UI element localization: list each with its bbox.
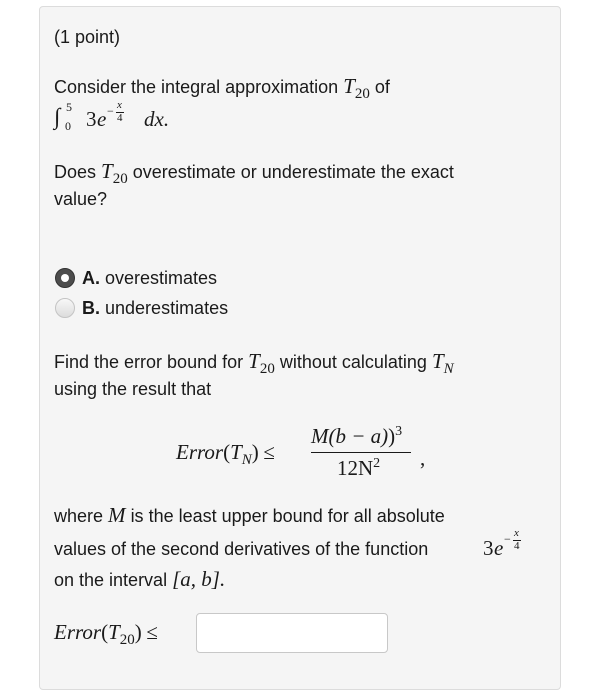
function-exp-denominator: 4 bbox=[514, 540, 520, 552]
numerator-power: 3 bbox=[395, 424, 403, 439]
radio-a[interactable] bbox=[55, 268, 75, 288]
find-line bbox=[54, 348, 454, 377]
where-line bbox=[54, 502, 445, 529]
tn-symbol: T bbox=[431, 349, 444, 373]
integral-coef: 3 bbox=[86, 107, 97, 131]
prompt-line-2: value? bbox=[54, 189, 108, 209]
answer-t-sub: 20 bbox=[119, 632, 135, 648]
integral-sign: ∫ bbox=[54, 104, 61, 129]
integral-base: e bbox=[97, 107, 107, 131]
t-symbol: T bbox=[248, 349, 260, 373]
exp-sign: − bbox=[107, 104, 114, 118]
option-a-text: overestimates bbox=[105, 268, 218, 288]
error-bound-input[interactable] bbox=[196, 613, 388, 653]
prompt-line bbox=[54, 158, 454, 187]
function-exp-sign: − bbox=[504, 532, 511, 546]
intro-line bbox=[54, 73, 390, 102]
option-a-letter: A. bbox=[82, 268, 100, 288]
answer-leq: ≤ bbox=[146, 620, 158, 644]
t-symbol: T bbox=[101, 159, 113, 183]
function-coef: 3 bbox=[483, 536, 494, 560]
interval-value: [a, b]. bbox=[172, 567, 226, 591]
function-base: e bbox=[494, 536, 504, 560]
denominator-power: 2 bbox=[373, 456, 381, 471]
exp-denominator: 4 bbox=[117, 112, 123, 124]
intro-text: Consider the integral approximation bbox=[54, 77, 339, 97]
prompt-text: Does bbox=[54, 162, 97, 182]
function-exp-numerator: x bbox=[514, 527, 519, 539]
tn-subscript: N bbox=[443, 361, 454, 377]
formula-numerator: M(b − a))3 bbox=[311, 424, 403, 448]
find-line-2: using the result that bbox=[54, 379, 212, 399]
answer-label: Error(T20) ≤ bbox=[54, 620, 158, 648]
formula-t: T bbox=[230, 440, 242, 464]
formula-fraction-bar bbox=[311, 452, 411, 453]
option-b-letter: B. bbox=[82, 298, 100, 318]
integral-upper: 5 bbox=[66, 100, 72, 114]
option-a-label[interactable] bbox=[82, 265, 217, 291]
where-text-rest: is the least upper bound for all absolute bbox=[130, 506, 445, 526]
integral-lower: 0 bbox=[65, 119, 71, 133]
denominator-text: 12N bbox=[337, 456, 374, 480]
answer-t: T bbox=[108, 620, 120, 644]
t-subscript: 20 bbox=[259, 361, 275, 377]
option-b-text: underestimates bbox=[105, 298, 229, 318]
interval-text: on the interval bbox=[54, 570, 168, 590]
formula-t-sub: N bbox=[241, 452, 252, 468]
formula-error-word: Error bbox=[176, 440, 224, 464]
intro-of: of bbox=[374, 77, 390, 97]
formula-leq: ≤ bbox=[263, 440, 275, 464]
t-symbol: T bbox=[343, 74, 355, 98]
points-label: (1 point) bbox=[54, 27, 121, 47]
integral-dx: dx. bbox=[144, 107, 170, 131]
find-text: Find the error bound for bbox=[54, 352, 244, 372]
numerator-text: M(b − a) bbox=[311, 424, 389, 448]
t-subscript: 20 bbox=[354, 86, 370, 102]
formula-denominator bbox=[337, 456, 380, 481]
t-subscript: 20 bbox=[112, 171, 128, 187]
interval-line bbox=[54, 566, 225, 593]
find-text-mid: without calculating bbox=[279, 352, 427, 372]
formula-comma: , bbox=[420, 446, 426, 470]
m-symbol: M bbox=[108, 503, 126, 527]
answer-error-word: Error bbox=[54, 620, 102, 644]
values-line bbox=[54, 536, 428, 562]
formula-lhs: Error(TN) ≤ bbox=[176, 440, 275, 468]
exp-numerator: x bbox=[117, 99, 122, 111]
values-text: values of the second derivatives of the function bbox=[54, 539, 429, 559]
prompt-text-rest: overestimate or underestimate the exact bbox=[132, 162, 454, 182]
where-text: where bbox=[54, 506, 104, 526]
option-b-label[interactable] bbox=[82, 295, 228, 321]
radio-b[interactable] bbox=[55, 298, 75, 318]
